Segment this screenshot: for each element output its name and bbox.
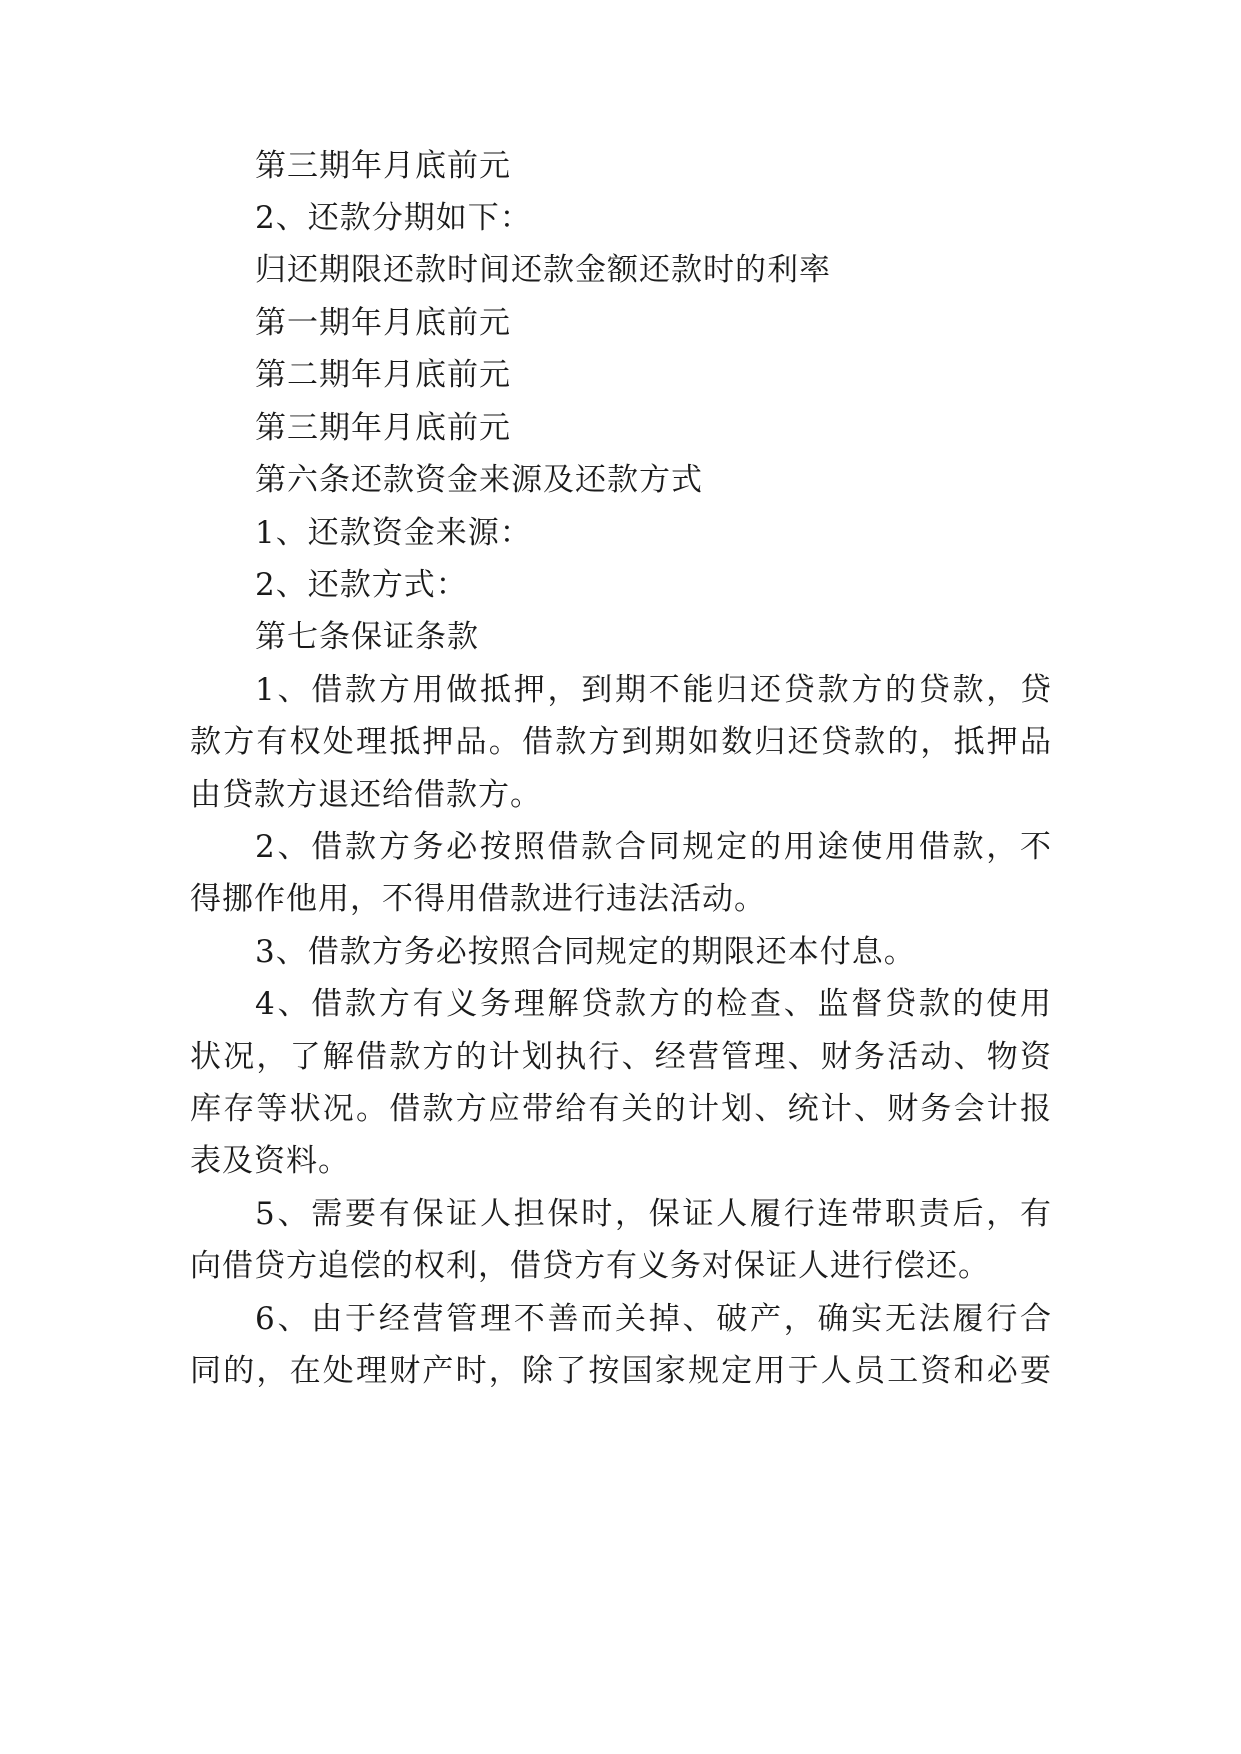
paragraph-line: 表及资料。	[190, 1143, 350, 1179]
paragraph-line: 5、需要有保证人担保时，保证人履行连带职责后，有	[255, 1196, 1052, 1232]
text-line: 1、还款资金来源：	[255, 515, 532, 551]
paragraph-line: 库存等状况。借款方应带给有关的计划、统计、财务会计报	[190, 1091, 1052, 1127]
paragraph-line: 状况，了解借款方的计划执行、经营管理、财务活动、物资	[190, 1039, 1052, 1075]
paragraph-line: 6、由于经营管理不善而关掉、破产，确实无法履行合	[255, 1301, 1052, 1337]
text-line: 第三期年月底前元	[255, 148, 511, 184]
paragraph-line: 由贷款方退还给借款方。	[190, 777, 542, 813]
text-line: 2、还款方式：	[255, 567, 468, 603]
paragraph-line: 1、借款方用做抵押，到期不能归还贷款方的贷款，贷	[255, 672, 1052, 708]
paragraph-line: 3、借款方务必按照合同规定的期限还本付息。	[255, 934, 916, 970]
paragraph-line: 得挪作他用，不得用借款进行违法活动。	[190, 881, 766, 917]
paragraph-line: 向借贷方追偿的权利，借贷方有义务对保证人进行偿还。	[190, 1248, 990, 1284]
text-line: 第二期年月底前元	[255, 357, 511, 393]
text-line: 2、还款分期如下：	[255, 200, 532, 236]
paragraph-line: 2、借款方务必按照借款合同规定的用途使用借款，不	[255, 829, 1052, 865]
paragraph-line: 4、借款方有义务理解贷款方的检查、监督贷款的使用	[255, 986, 1052, 1022]
text-line: 第三期年月底前元	[255, 410, 511, 446]
paragraph-line: 款方有权处理抵押品。借款方到期如数归还贷款的，抵押品	[190, 724, 1052, 760]
text-line: 归还期限还款时间还款金额还款时的利率	[255, 252, 831, 288]
text-line: 第一期年月底前元	[255, 305, 511, 341]
section-heading: 第七条保证条款	[255, 619, 479, 655]
section-heading: 第六条还款资金来源及还款方式	[255, 462, 703, 498]
paragraph-line: 同的，在处理财产时，除了按国家规定用于人员工资和必要	[190, 1353, 1052, 1389]
